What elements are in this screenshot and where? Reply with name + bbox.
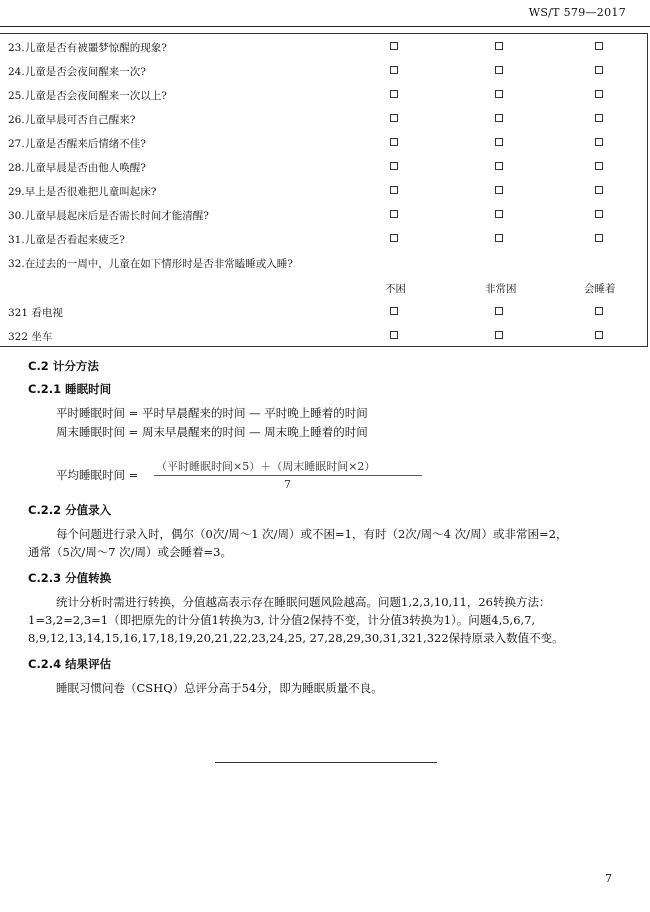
section-heading-c23: C.2.3 分值转换 [28, 571, 112, 585]
checkbox[interactable] [495, 114, 503, 122]
question-text: 23.儿童是否有被噩梦惊醒的现象? [8, 42, 167, 54]
question-text: 24.儿童是否会夜间醒来一次? [8, 66, 146, 78]
checkbox[interactable] [390, 210, 398, 218]
weekend-sleep-formula: 周末睡眠时间 = 周末早晨醒来的时间 — 周末晚上睡着的时间 [56, 425, 368, 439]
section-heading-c22: C.2.2 分值录入 [28, 503, 112, 517]
checkbox[interactable] [595, 331, 603, 339]
checkbox[interactable] [595, 114, 603, 122]
question-text: 26.儿童早晨可否自己醒来? [8, 114, 136, 126]
conversion-text-line-1: 统计分析时需进行转换，分值越高表示存在睡眠问题风险越高。问题1,2,3,10,11，26转换方法： [56, 595, 551, 609]
checkbox[interactable] [595, 186, 603, 194]
table-row [0, 156, 647, 180]
table-row [0, 108, 647, 132]
checkbox[interactable] [595, 210, 603, 218]
checkbox[interactable] [495, 162, 503, 170]
page-number: 7 [605, 872, 612, 885]
evaluation-text: 睡眠习惯问卷（CSHQ）总评分高于54分，即为睡眠质量不良。 [56, 681, 383, 695]
checkbox[interactable] [390, 234, 398, 242]
header-rule [0, 26, 650, 27]
subitem-text: 322 坐车 [8, 331, 53, 343]
checkbox[interactable] [495, 90, 503, 98]
checkbox[interactable] [390, 42, 398, 50]
question-text: 28.儿童早晨是否由他人唤醒? [8, 162, 146, 174]
question-text: 31.儿童是否看起来疲乏? [8, 234, 125, 246]
checkbox[interactable] [595, 162, 603, 170]
average-sleep-denominator: 7 [284, 478, 291, 491]
question-text: 30.儿童早晨起床后是否需长时间才能清醒? [8, 210, 209, 222]
column-header-not-sleepy: 不困 [385, 283, 406, 295]
checkbox[interactable] [495, 331, 503, 339]
questionnaire-table [0, 33, 648, 347]
table-row [0, 204, 647, 228]
checkbox[interactable] [390, 66, 398, 74]
table-row [0, 84, 647, 108]
checkbox[interactable] [390, 186, 398, 194]
average-sleep-numerator: （平时睡眠时间×5）＋（周末睡眠时间×2） [156, 460, 376, 473]
section-heading-c21: C.2.1 睡眠时间 [28, 382, 112, 396]
average-sleep-label: 平均睡眠时间 = [56, 468, 139, 482]
checkbox[interactable] [595, 66, 603, 74]
checkbox[interactable] [595, 234, 603, 242]
question-text: 27.儿童是否醒来后情绪不佳? [8, 138, 146, 150]
checkbox[interactable] [390, 331, 398, 339]
checkbox[interactable] [390, 90, 398, 98]
entry-text-line-1: 每个问题进行录入时，偶尔（0次/周～1 次/周）或不困=1，有时（2次/周～4 次/周）或非常困=2， [56, 527, 568, 541]
table-row [0, 301, 647, 325]
question-text: 29.早上是否很难把儿童叫起床? [8, 186, 157, 198]
checkbox[interactable] [495, 210, 503, 218]
subitem-text: 321 看电视 [8, 307, 63, 319]
checkbox[interactable] [595, 307, 603, 315]
header-code: WS/T 579—2017 [528, 6, 626, 19]
checkbox[interactable] [495, 138, 503, 146]
checkbox[interactable] [390, 307, 398, 315]
weekday-sleep-formula: 平时睡眠时间 = 平时早晨醒来的时间 — 平时晚上睡着的时间 [56, 406, 368, 420]
column-header-falls-asleep: 会睡着 [584, 283, 616, 295]
table-row [0, 180, 647, 204]
checkbox[interactable] [495, 66, 503, 74]
checkbox[interactable] [390, 114, 398, 122]
question-text: 32.在过去的一周中，儿童在如下情形时是否非常瞌睡或入睡? [8, 258, 293, 270]
column-header-very-sleepy: 非常困 [485, 283, 517, 295]
table-row [0, 252, 647, 276]
checkbox[interactable] [390, 138, 398, 146]
table-row [0, 132, 647, 156]
question-text: 25.儿童是否会夜间醒来一次以上? [8, 90, 167, 102]
checkbox[interactable] [390, 162, 398, 170]
checkbox[interactable] [495, 234, 503, 242]
checkbox[interactable] [595, 138, 603, 146]
entry-text-line-2: 通常（5次/周～7 次/周）或会睡着=3。 [28, 545, 232, 559]
table-row [0, 325, 647, 349]
conversion-text-line-3: 8,9,12,13,14,15,16,17,18,19,20,21,22,23,24,25, 27,28,29,30,31,321,322保持原录入数值不变。 [28, 631, 564, 645]
checkbox[interactable] [495, 186, 503, 194]
conversion-text-line-2: 1=3,2=2,3=1（即把原先的计分值1转换为3, 计分值2保持不变，计分值3转换为1）。问题4,5,6,7, [28, 613, 536, 627]
fraction-line [154, 475, 422, 476]
table-row [0, 36, 647, 60]
checkbox[interactable] [495, 42, 503, 50]
checkbox[interactable] [495, 307, 503, 315]
checkbox[interactable] [595, 42, 603, 50]
section-heading-c24: C.2.4 结果评估 [28, 657, 112, 671]
column-header-row [0, 277, 647, 301]
section-heading-c2: C.2 计分方法 [28, 359, 99, 373]
checkbox[interactable] [595, 90, 603, 98]
end-rule [215, 762, 437, 763]
table-row [0, 228, 647, 252]
table-row [0, 60, 647, 84]
